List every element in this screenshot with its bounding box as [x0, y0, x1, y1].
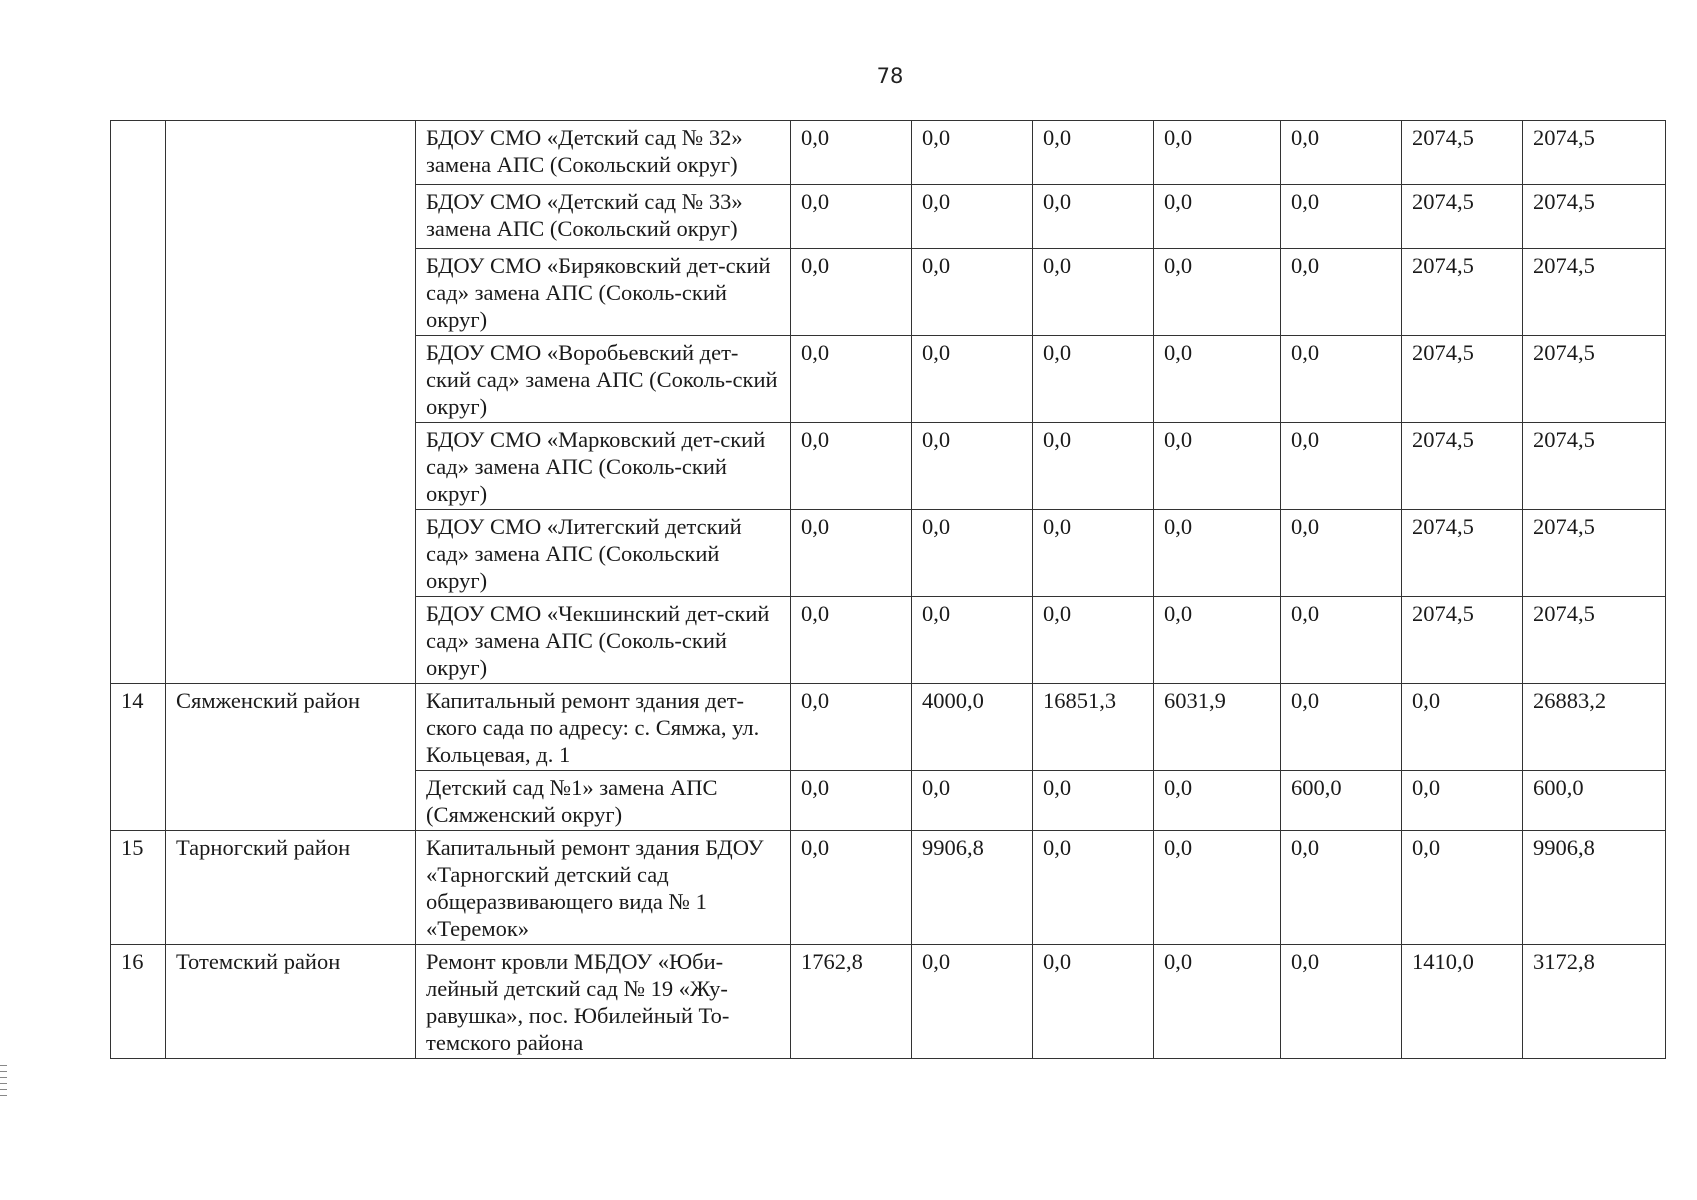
value-cell: 0,0: [791, 831, 912, 945]
value-cell: 0,0: [1281, 423, 1402, 510]
value-cell: 0,0: [1402, 684, 1523, 771]
value-cell: 0,0: [1402, 771, 1523, 831]
value-cell: 0,0: [791, 249, 912, 336]
value-cell: 0,0: [912, 597, 1033, 684]
table-row: [111, 831, 1666, 945]
description-cell: БДОУ СМО «Воробьевский дет-ский сад» замена АПС (Соколь-ский округ): [416, 336, 791, 423]
description-cell: БДОУ СМО «Литегский детский сад» замена АПС (Сокольский округ): [416, 510, 791, 597]
description-cell: БДОУ СМО «Детский сад № 33» замена АПС (Сокольский округ): [416, 185, 791, 249]
total-cell: 3172,8: [1523, 945, 1666, 1059]
total-cell: 2074,5: [1523, 185, 1666, 249]
value-cell: 0,0: [1154, 249, 1281, 336]
value-cell: 0,0: [912, 945, 1033, 1059]
district-cell: Сямженский район: [166, 684, 416, 831]
value-cell: 0,0: [1154, 945, 1281, 1059]
value-cell: 0,0: [1281, 510, 1402, 597]
value-cell: 0,0: [1154, 121, 1281, 185]
value-cell: 0,0: [791, 510, 912, 597]
table-row: [111, 684, 1666, 771]
value-cell: 0,0: [1154, 597, 1281, 684]
row-number-cell: 15: [111, 831, 166, 945]
value-cell: 0,0: [791, 684, 912, 771]
value-cell: 0,0: [1154, 831, 1281, 945]
description-cell: БДОУ СМО «Биряковский дет-ский сад» замена АПС (Соколь-ский округ): [416, 249, 791, 336]
value-cell: 2074,5: [1402, 185, 1523, 249]
value-cell: 0,0: [1281, 185, 1402, 249]
value-cell: 0,0: [1033, 771, 1154, 831]
value-cell: 9906,8: [912, 831, 1033, 945]
row-number-cell: 14: [111, 684, 166, 831]
value-cell: 6031,9: [1154, 684, 1281, 771]
total-cell: 2074,5: [1523, 597, 1666, 684]
description-cell: БДОУ СМО «Марковский дет-ский сад» замена АПС (Соколь-ский округ): [416, 423, 791, 510]
table-row: [111, 121, 1666, 185]
description-cell: Детский сад №1» замена АПС (Сямженский округ): [416, 771, 791, 831]
value-cell: 0,0: [1154, 771, 1281, 831]
value-cell: 0,0: [1033, 945, 1154, 1059]
value-cell: 0,0: [1154, 185, 1281, 249]
total-cell: 2074,5: [1523, 121, 1666, 185]
total-cell: 2074,5: [1523, 336, 1666, 423]
value-cell: 4000,0: [912, 684, 1033, 771]
row-number-cell: [111, 121, 166, 684]
district-cell: [166, 121, 416, 684]
district-cell: Тотемский район: [166, 945, 416, 1059]
value-cell: 0,0: [791, 121, 912, 185]
value-cell: 2074,5: [1402, 423, 1523, 510]
value-cell: 1410,0: [1402, 945, 1523, 1059]
value-cell: 0,0: [1281, 597, 1402, 684]
value-cell: 0,0: [791, 185, 912, 249]
value-cell: 2074,5: [1402, 597, 1523, 684]
value-cell: 0,0: [912, 771, 1033, 831]
value-cell: 2074,5: [1402, 336, 1523, 423]
value-cell: 0,0: [1033, 121, 1154, 185]
page-number: 78: [876, 64, 904, 88]
value-cell: 0,0: [1154, 510, 1281, 597]
value-cell: 0,0: [912, 121, 1033, 185]
value-cell: 0,0: [912, 249, 1033, 336]
district-cell: Тарногский район: [166, 831, 416, 945]
value-cell: 0,0: [791, 597, 912, 684]
value-cell: 2074,5: [1402, 249, 1523, 336]
value-cell: 0,0: [1281, 684, 1402, 771]
total-cell: 600,0: [1523, 771, 1666, 831]
description-cell: БДОУ СМО «Детский сад № 32» замена АПС (Сокольский округ): [416, 121, 791, 185]
value-cell: 0,0: [1033, 831, 1154, 945]
description-cell: Капитальный ремонт здания БДОУ «Тарногский детский сад общеразвивающего вида № 1 «Теремок»: [416, 831, 791, 945]
value-cell: 0,0: [791, 336, 912, 423]
value-cell: 0,0: [1154, 336, 1281, 423]
row-number-cell: 16: [111, 945, 166, 1059]
value-cell: 0,0: [1033, 510, 1154, 597]
value-cell: 0,0: [1154, 423, 1281, 510]
table-row: [111, 945, 1666, 1059]
value-cell: 0,0: [1033, 597, 1154, 684]
value-cell: 0,0: [1281, 945, 1402, 1059]
value-cell: 16851,3: [1033, 684, 1154, 771]
value-cell: 0,0: [1281, 121, 1402, 185]
value-cell: 0,0: [912, 510, 1033, 597]
total-cell: 2074,5: [1523, 249, 1666, 336]
description-cell: Ремонт кровли МБДОУ «Юби-лейный детский сад № 19 «Жу-равушка», пос. Юбилейный То-темского района: [416, 945, 791, 1059]
value-cell: 1762,8: [791, 945, 912, 1059]
value-cell: 0,0: [791, 771, 912, 831]
value-cell: 0,0: [912, 423, 1033, 510]
value-cell: 0,0: [1402, 831, 1523, 945]
budget-table: [110, 120, 1666, 1059]
value-cell: 0,0: [912, 185, 1033, 249]
value-cell: 0,0: [1033, 423, 1154, 510]
binding-margin-mark: [0, 1065, 7, 1099]
value-cell: 2074,5: [1402, 121, 1523, 185]
value-cell: 0,0: [1033, 185, 1154, 249]
total-cell: 26883,2: [1523, 684, 1666, 771]
total-cell: 2074,5: [1523, 510, 1666, 597]
value-cell: 600,0: [1281, 771, 1402, 831]
total-cell: 2074,5: [1523, 423, 1666, 510]
total-cell: 9906,8: [1523, 831, 1666, 945]
value-cell: 0,0: [791, 423, 912, 510]
value-cell: 0,0: [1033, 336, 1154, 423]
value-cell: 0,0: [1033, 249, 1154, 336]
value-cell: 0,0: [912, 336, 1033, 423]
value-cell: 0,0: [1281, 249, 1402, 336]
description-cell: БДОУ СМО «Чекшинский дет-ский сад» замена АПС (Соколь-ский округ): [416, 597, 791, 684]
value-cell: 0,0: [1281, 336, 1402, 423]
description-cell: Капитальный ремонт здания дет-ского сада по адресу: с. Сямжа, ул. Кольцевая, д. 1: [416, 684, 791, 771]
value-cell: 0,0: [1281, 831, 1402, 945]
value-cell: 2074,5: [1402, 510, 1523, 597]
